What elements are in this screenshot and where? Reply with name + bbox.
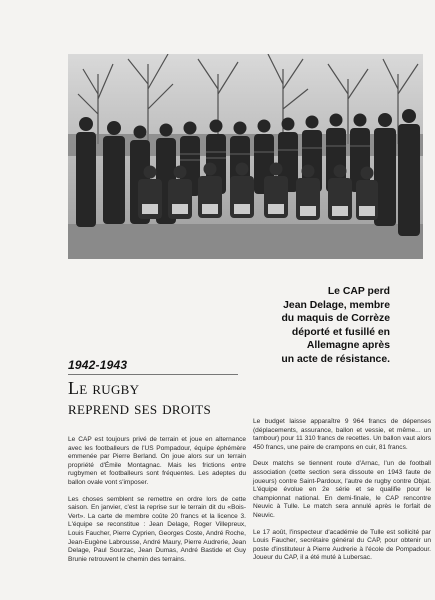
left-column [68,436,246,572]
right-column [253,418,431,571]
caption-line: Jean Delage, membre [283,299,390,311]
team-photo [68,54,423,259]
headline-rule [68,374,238,375]
caption-line: Le CAP perd [327,286,390,297]
title-line: reprend ses droits [68,398,211,418]
caption-line: Allemagne après [306,340,390,352]
section-years: 1942-1943 [68,358,128,372]
paragraph: Le CAP est toujours privé de terrain et joue en alternance avec les footballeurs de l'US Pompadour, équipe éphémère emmenée par Pierre Berland. On joue alors sur un terrain propriété d'Émile Montagnac. Mais les frictions entre rugbymen et footballeurs sont fréquentes. Les adeptes du ballon ovale vont s'imposer. [68,436,246,486]
paragraph: Le budget laisse apparaître 9 964 francs de dépenses (déplacements, assurance, ballon et vessie, et même... un tambour) pour 11 310 francs de recettes. Un ballon vaut alors 450 francs, une paire de crampons en cuir, 81 francs. [253,418,431,451]
section-title [68,378,248,418]
photo-caption [250,285,390,367]
caption-line: du maquis de Corrèze [281,313,390,325]
caption-line: déporté et fusillé en [291,326,390,338]
paragraph: Les choses semblent se remettre en ordre lors de cette saison. En janvier, c'est la reprise sur le terrain dit du «Bois-Vert». La carte de membre coûte 20 francs et la licence 3. L'équipe se reconstitue : Jean Delage, Roger Villepreux, Louis Faucher, Pierre Cyprien, Georges Coste, André Roche, Jean-Eugène Labrousse, André Maury, Pierre Audrerie, Jean Delage, Paul Sourzac, Jean Dumas, André Bastide et Guy Brunie retrouvent le chemin des terrains. [68,495,246,563]
paragraph: Le 17 août, l'inspecteur d'académie de Tulle est sollicité par Louis Faucher, secrétaire général du CAP, pour obtenir un poste d'instituteur à Pierre Audrerie à l'école de Pompadour. Joueur du CAP, il a été muté à Lubersac. [253,528,431,562]
title-line: Le rugby [68,378,140,398]
team-photo-image [68,54,423,259]
paragraph: Deux matchs se tiennent route d'Arnac, l'un de football association (cette section sera dissoute en 1943 faute de joueurs) contre Saint-Pardoux, l'autre de rugby contre Objat. L'équipe évolue en 2e série et se qualifie pour le championnat national. En demi-finale, le CAP rencontre Neuvic à Tulle. Le match sera annulé après le forfait de Neuvic. [253,460,431,519]
caption-line: un acte de résistance. [281,353,390,365]
